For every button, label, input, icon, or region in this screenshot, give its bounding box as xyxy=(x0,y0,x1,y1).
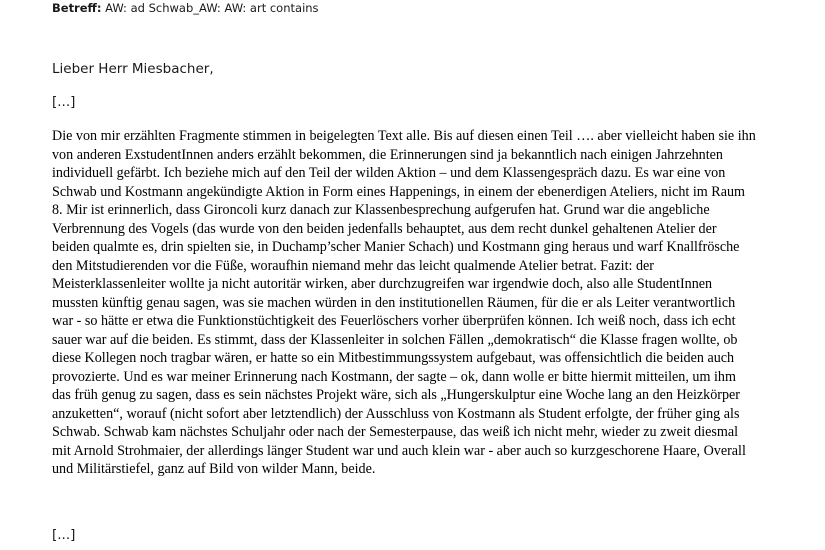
subject-line xyxy=(52,0,319,16)
body-line: sauer war auf die beiden. Es stimmt, dass der Klassenleiter in solchen Fällen „demokratisch“ die Klasse fragen wollte, ob xyxy=(52,331,738,348)
body-line: mit Arnold Strohmaier, der allerdings länger Student war und auch klein war - aber auch so kurzgeschorene Haare, Overall xyxy=(52,442,746,459)
body-line: diese Kollegen noch tragbar wären, er hatte so ein Mitbestimmungssystem aufgebaut, was offensichtlich die beiden auch xyxy=(52,350,735,366)
body-line: mussten künftig genau sagen, was sie machen würden in den institutionellen Räumen, für die er als Leiter verantwortlich xyxy=(52,294,736,311)
message-body xyxy=(52,127,825,479)
body-line: Schwab. Schwab kam nächstes Schuljahr oder nach der Semesterpause, das weiß ich nicht mehr, wieder zu zweit diesmal xyxy=(52,424,739,440)
body-line: Schwab und Kostmann angekündigte Aktion in Form eines Happenings, in einem der ebenerdigen Ateliers, nicht im Raum xyxy=(52,183,745,200)
body-line: individuell gefärbt. Ich beziehe mich auf den Teil der wilden Aktion – und dem Klassengespräch dazu. Es war eine von xyxy=(52,165,726,181)
body-line: und Militärstiefel, ganz auf Bild von wilder Mann, beide. xyxy=(52,461,376,477)
subject-value: AW: ad Schwab_AW: AW: art contains xyxy=(105,1,319,15)
body-line: Verbrennung des Vogels (das wurde von den beiden jedenfalls behauptet, aus dem recht dunkel gehaltenen Atelier der xyxy=(52,220,717,237)
body-line: beiden qualmte es, drin spielten sie, in Duchamp’scher Manier Schach) und Kostmann ging heraus und warf Knallfrösche xyxy=(52,239,740,255)
body-line: Meisterklassenleiter wollte ja nicht autoritär wirken, aber durchzugreifen war irgendwie doch, also alle StudentInnen xyxy=(52,276,713,292)
body-line: Die von mir erzählten Fragmente stimmen in beigelegten Text alle. Bis auf diesen einen Teil …. aber vielleicht haben sie ihn xyxy=(52,128,756,144)
body-line: von anderen ExstudentInnen anders erzählt bekommen, die Erinnerungen sind ja bekanntlich nach einigen Jahrzehnten xyxy=(52,146,723,163)
omission-marker-top: [...] xyxy=(52,94,76,110)
body-line: den Mitstudierenden vor die Füße, woraufhin niemand mehr das leicht qualmende Atelier betrat. Fazit: der xyxy=(52,257,655,274)
body-line: provozierte. Und es war meiner Erinnerung nach Kostmann, der sagte – ok, dann wolle er bitte hiermit mitteilen, um ihm xyxy=(52,368,736,385)
body-line: 8. Mir ist erinnerlich, dass Gironcoli kurz danach zur Klassenbesprechung aufgerufen hat. Grund war die angebliche xyxy=(52,202,710,218)
omission-marker-bottom: [...] xyxy=(52,527,76,543)
body-line: anzuketten“, worauf (nicht sofort aber letztendlich) der Ausschluss von Kostmann als Student erfolgte, der früher ging als xyxy=(52,405,740,422)
body-line: das früh genug zu sagen, dass es sein nächstes Projekt wäre, sich als „Hungerskulptur eine Woche lang an den Heizkörper xyxy=(52,387,741,403)
body-line: war - so hätte er etwa die Funktionstüchtigkeit des Feuerlöschers vorher überprüfen können. Ich weiß noch, dass ich echt xyxy=(52,313,736,329)
subject-label: Betreff: xyxy=(52,1,102,15)
greeting: Lieber Herr Miesbacher, xyxy=(52,61,214,77)
